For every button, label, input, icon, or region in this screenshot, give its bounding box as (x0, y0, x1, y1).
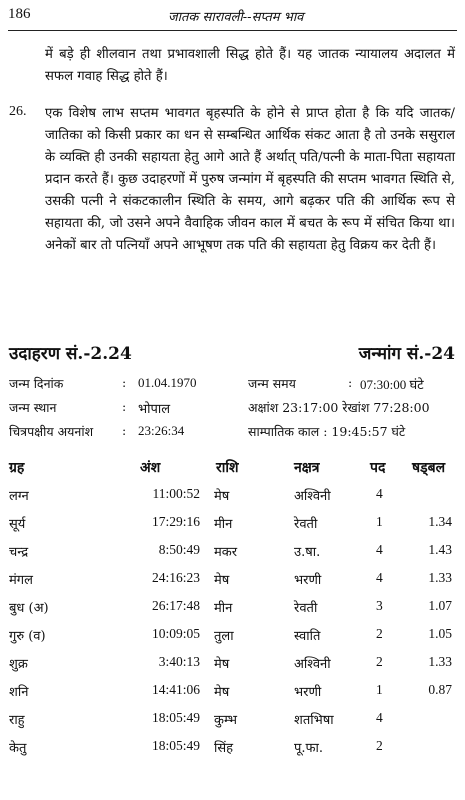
nakshatra: उ.षा. (294, 545, 321, 560)
birth-date-label: जन्म दिनांक (9, 376, 64, 391)
table-row (0, 710, 465, 738)
planet-name: शनि (9, 685, 29, 700)
table-header-graha: ग्रह (9, 460, 25, 476)
nakshatra: शतभिषा (294, 713, 334, 728)
table-row (0, 654, 465, 682)
birth-time-label: जन्म समय (248, 376, 296, 391)
pada: 4 (376, 570, 383, 585)
colon: : (122, 375, 127, 390)
sign: मकर (214, 545, 238, 560)
pada: 4 (376, 710, 383, 725)
ayanamsha-value: 23:26:34 (138, 423, 185, 438)
planet-name: राहु (9, 713, 25, 728)
pada: 2 (376, 654, 383, 669)
colon: : (122, 399, 127, 414)
section-number: 26. (9, 104, 27, 119)
degree: 11:00:52 (152, 486, 200, 501)
pada: 2 (376, 738, 383, 753)
degree: 18:05:49 (151, 738, 200, 753)
sign: मीन (214, 601, 233, 616)
nakshatra: रेवती (294, 601, 318, 616)
table-row (0, 682, 465, 710)
sidereal-time: साम्पातिक काल : 19:45:57 घंटे (248, 424, 406, 439)
planet-name: मंगल (9, 573, 33, 588)
degree: 14:41:06 (151, 682, 200, 697)
nakshatra: रेवती (294, 517, 318, 532)
birth-chart-title: जन्मांग सं.-24 (358, 344, 455, 364)
nakshatra: भरणी (294, 573, 322, 588)
shadbal: 1.05 (428, 626, 452, 641)
nakshatra: स्वाति (294, 629, 321, 644)
table-row (0, 598, 465, 626)
birth-date-value: 01.04.1970 (138, 375, 197, 390)
page-number: 186 (8, 6, 31, 22)
table-header-ansh: अंश (140, 460, 161, 476)
latitude-longitude: अक्षांश 23:17:00 रेखांश 77:28:00 (248, 400, 430, 415)
paragraph-continued: में बड़े ही शीलवान तथा प्रभावशाली सिद्ध होते हैं। यह जातक न्यायालय अदालत में सफल गवाह सिद्ध होते हैं। (45, 47, 455, 84)
table-header-rashi: राशि (216, 460, 239, 476)
sign: कुम्भ (214, 713, 238, 728)
pada: 1 (376, 682, 383, 697)
planet-name: केतु (9, 741, 27, 756)
sign: मेष (214, 489, 230, 504)
sign: मेष (214, 685, 230, 700)
table-row (0, 738, 465, 766)
table-row (0, 542, 465, 570)
pada: 3 (376, 598, 383, 613)
shadbal: 1.07 (428, 598, 452, 613)
sign: मेष (214, 573, 230, 588)
nakshatra: भरणी (294, 685, 322, 700)
table-header-nakshatra: नक्षत्र (294, 460, 320, 476)
degree: 26:17:48 (151, 598, 200, 613)
table-header-shadbal: षड्बल (412, 460, 446, 476)
degree: 24:16:23 (151, 570, 200, 585)
planet-name: लग्न (9, 489, 29, 504)
table-header-pad: पद (370, 460, 386, 476)
ayanamsha-label: चित्रपक्षीय अयनांश (9, 424, 94, 439)
nakshatra: पू.फा. (294, 741, 324, 756)
table-row (0, 570, 465, 598)
pada: 4 (376, 542, 383, 557)
degree: 3:40:13 (158, 654, 200, 669)
pada: 1 (376, 514, 383, 529)
sign: तुला (214, 629, 234, 644)
sign: मीन (214, 517, 233, 532)
shadbal: 1.33 (428, 654, 452, 669)
pada: 4 (376, 486, 383, 501)
running-title: जातक सारावली--सप्तम भाव (168, 10, 304, 25)
planet-name: गुरु (व) (9, 629, 46, 644)
planet-name: शुक्र (9, 657, 28, 672)
degree: 17:29:16 (151, 514, 200, 529)
nakshatra: अश्विनी (294, 489, 331, 504)
degree: 8:50:49 (158, 542, 200, 557)
sign: मेष (214, 657, 230, 672)
birth-place-value: भोपाल (138, 401, 171, 416)
birth-place-label: जन्म स्थान (9, 400, 57, 415)
page-header (8, 6, 457, 31)
colon: : (348, 375, 353, 390)
shadbal: 1.43 (428, 542, 452, 557)
shadbal: 1.33 (428, 570, 452, 585)
birth-time-value: 07:30:00 घंटे (360, 377, 424, 392)
table-row (0, 486, 465, 514)
section-26-text: एक विशेष लाभ सप्तम भावगत बृहस्पति के होने से प्राप्त होता है कि यदि जातक/जातिका को किसी प्रकार का धन से सम्बन्धित आर्थिक संकट आता है तो उनके ससुराल के व्यक्ति ही उनकी सहायता हेतु आगे आते हैं अर्थात् पति/पत्नी के माता-पिता सहायता प्रदान करते हैं। कुछ उदाहरणों में पुरुष जन्मांग में बृहस्पति की सप्तम भावगत स्थिति से, उसकी पत्नी ने संकटकालीन स्थिति के समय, आगे बढ़कर पति की आर्थिक रूप से सहायता की, जो उसने अपने वैवाहिक जीवन काल में बचत के रूप में संचित किया था। अनेकों बार तो पत्नियाँ अपने आभूषण तक पति की सहायता हेतु विक्रय कर देती हैं। (45, 106, 455, 253)
pada: 2 (376, 626, 383, 641)
shadbal: 1.34 (428, 514, 452, 529)
table-row (0, 514, 465, 542)
colon: : (122, 423, 127, 438)
planet-name: चन्द्र (9, 545, 29, 560)
nakshatra: अश्विनी (294, 657, 331, 672)
planet-name: बुध (अ) (9, 601, 49, 616)
degree: 18:05:49 (151, 710, 200, 725)
sign: सिंह (214, 741, 234, 756)
example-title: उदाहरण सं.-2.24 (9, 344, 132, 364)
planet-name: सूर्य (9, 517, 26, 532)
shadbal: 0.87 (428, 682, 452, 697)
table-row (0, 626, 465, 654)
degree: 10:09:05 (151, 626, 200, 641)
